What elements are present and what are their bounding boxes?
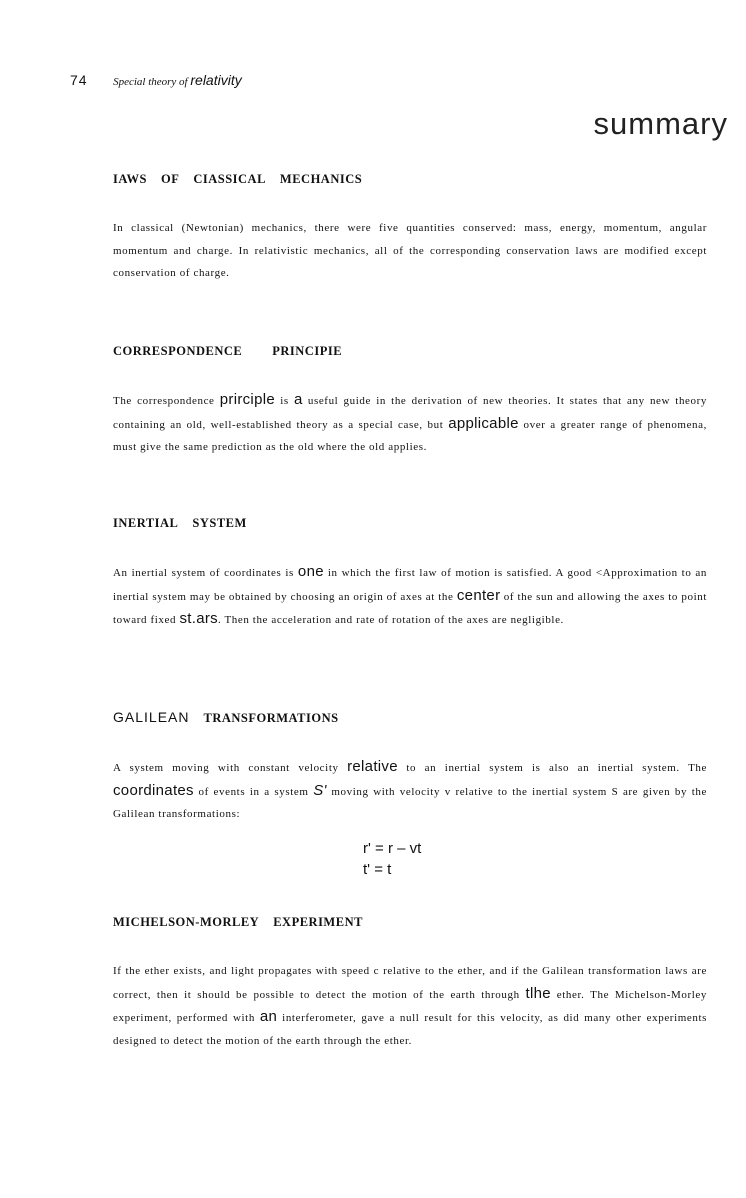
section-heading: INERTIAL SYSTEM <box>113 516 247 530</box>
section-laws-of-classical-mechanics <box>113 172 707 285</box>
section-galilean-transformations <box>113 709 707 880</box>
equation-time: t' = t <box>363 860 392 878</box>
running-title-prefix: Special theory of <box>113 76 188 88</box>
section-heading: CORRESPONDENCE PRINCIPIE <box>113 344 343 358</box>
running-title <box>113 72 242 88</box>
running-title-word: relativity <box>190 72 242 88</box>
section-michelson-morley-experiment <box>113 915 707 1052</box>
section-heading: GALILEAN TRANSFORMATIONS <box>113 709 339 725</box>
section-heading: IAWS OF CIASSICAL MECHANICS <box>113 172 363 186</box>
galilean-equations <box>363 838 707 880</box>
section-paragraph: A system moving with constant velocity relative to an inertial system is also an inertial system. The coordinates of events in a system S' moving with velocity v relative to the inertial system S are given by the Galilean transformations: <box>113 758 707 820</box>
section-paragraph: If the ether exists, and light propagates with speed c relative to the ether, and if the Galilean transformation laws are correct, then it should be possible to detect the motion of the earth through tlhe ether. The Michelson-Morley experiment, performed with an interferometer, gave a null result for this velocity, as did many other experiments designed to detect the motion of the earth through the ether. <box>113 965 707 1047</box>
section-paragraph: The correspondence prirciple is a useful guide in the derivation of new theories. It states that any new theory containing an old, well-established theory as a special case, but applicable over a greater range of phenomena, must give the same prediction as the old where the old applies. <box>113 391 707 453</box>
section-paragraph: An inertial system of coordinates is one in which the first law of motion is satisfied. A good <Approximation to an inertial system may be obtained by choosing an origin of axes at the center of the sun and allowing the axes to point toward fixed st.ars. Then the acceleration and rate of rotation of the axes are negligible. <box>113 563 708 627</box>
page-number: 74 <box>70 72 88 88</box>
section-correspondence-principle <box>113 344 707 459</box>
section-heading: MICHELSON-MORLEY EXPERIMENT <box>113 915 363 929</box>
chapter-label: summary <box>593 106 728 141</box>
section-paragraph: In classical (Newtonian) mechanics, there were five quantities conserved: mass, energy, momentum, angular momentum and charge. In relativistic mechanics, all of the corresponding conservation laws are modified except conservation of charge. <box>113 222 707 279</box>
section-inertial-system <box>113 516 707 632</box>
running-head <box>70 72 242 90</box>
equation-position: r' = r – vt <box>363 839 422 857</box>
